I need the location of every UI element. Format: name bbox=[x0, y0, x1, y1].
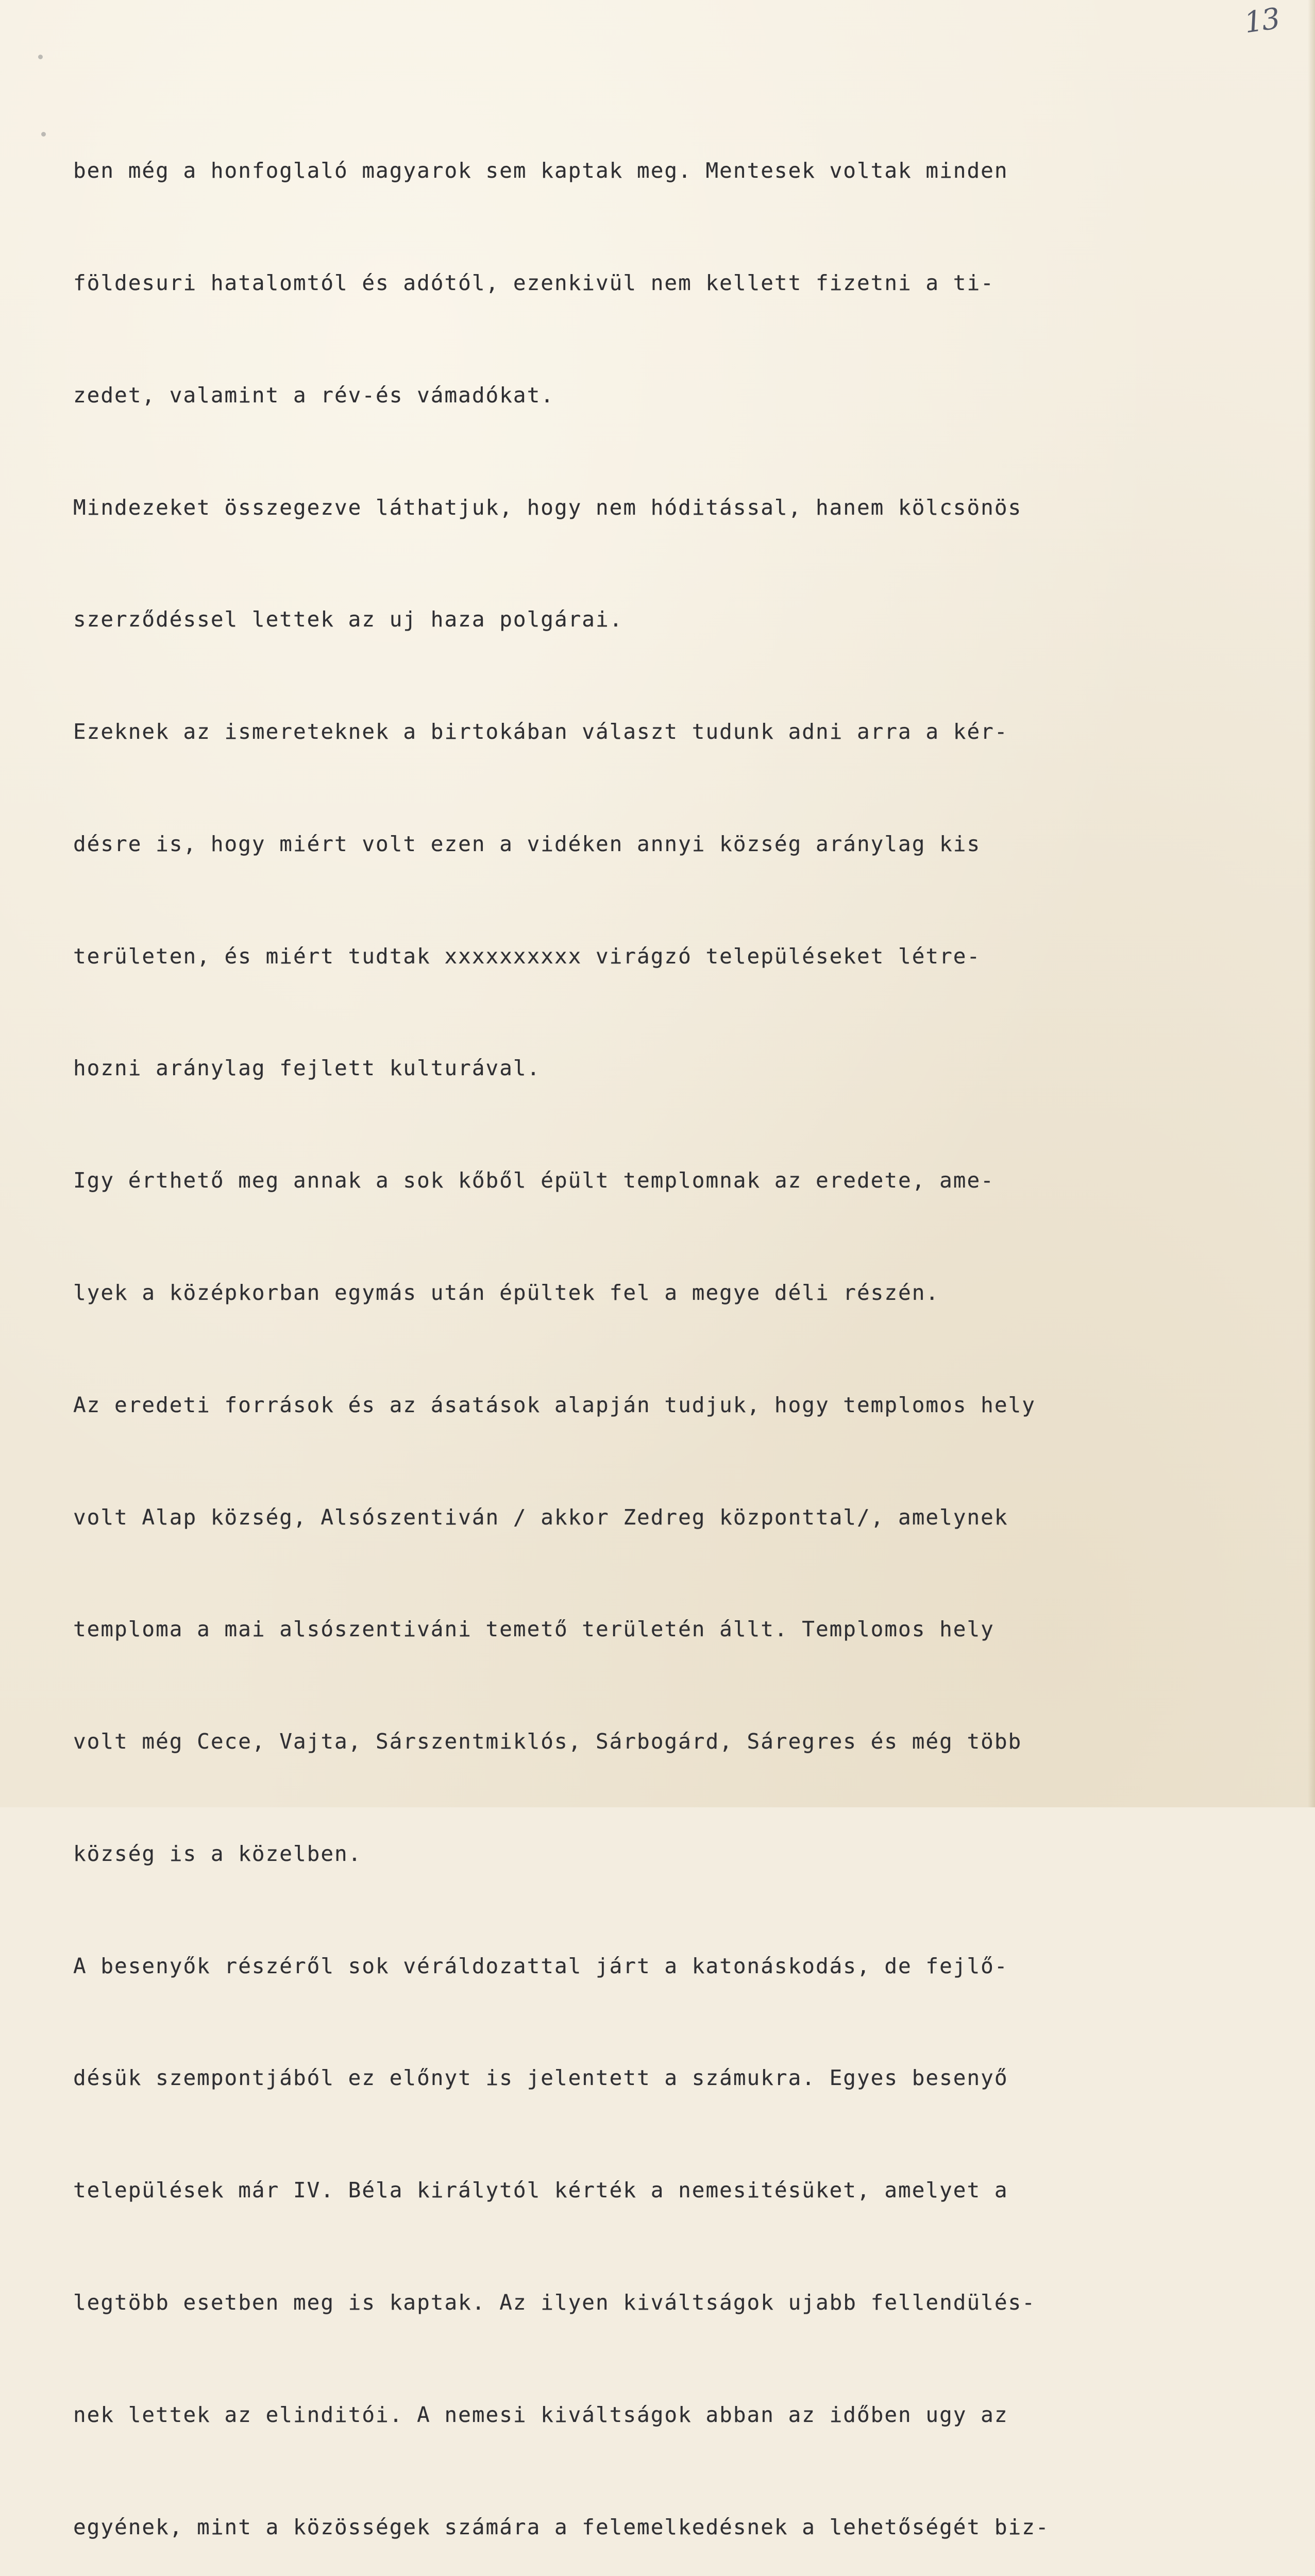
text-line: temploma a mai alsószentiváni temető területén állt. Templomos hely bbox=[73, 1617, 994, 1642]
text-line: hozni aránylag fejlett kulturával. bbox=[73, 1056, 541, 1081]
text-line: lyek a középkorban egymás után épültek fel a megye déli részén. bbox=[73, 1280, 940, 1305]
margin-mark bbox=[41, 132, 46, 137]
text-line: A besenyők részéről sok véráldozattal járt a katonáskodás, de fejlő- bbox=[73, 1953, 1008, 1978]
text-line: désre is, hogy miért volt ezen a vidéken annyi község aránylag kis bbox=[73, 831, 981, 856]
text-line: területen, és miért tudtak xxxxxxxxxx virágzó településeket létre- bbox=[73, 943, 981, 969]
handwritten-page-number: 13 bbox=[1242, 2, 1282, 40]
text-line: Mindezeket összegezve láthatjuk, hogy nem hóditással, hanem kölcsönös bbox=[73, 495, 1022, 520]
text-line: désük szempontjából ez előnyt is jelentett a számukra. Egyes besenyő bbox=[73, 2065, 1008, 2091]
text-line: szerződéssel lettek az uj haza polgárai. bbox=[73, 607, 623, 632]
text-line: Az eredeti források és az ásatások alapján tudjuk, hogy templomos hely bbox=[73, 1392, 1036, 1417]
text-line: Ezeknek az ismereteknek a birtokában választ tudunk adni arra a kér- bbox=[73, 719, 1008, 744]
margin-mark bbox=[38, 55, 43, 59]
text-line: egyének, mint a közösségek számára a felemelkedésnek a lehetőségét biz- bbox=[73, 2514, 1050, 2539]
text-line: ben még a honfoglaló magyarok sem kaptak meg. Mentesek voltak minden bbox=[73, 158, 1008, 183]
text-line: legtöbb esetben meg is kaptak. Az ilyen kiváltságok ujabb fellendülés- bbox=[73, 2290, 1036, 2315]
text-line: települések már IV. Béla királytól kérték a nemesitésüket, amelyet a bbox=[73, 2178, 1008, 2203]
paper-edge-shadow bbox=[1308, 0, 1315, 1807]
text-line: földesuri hatalomtól és adótól, ezenkivül nem kellett fizetni a ti- bbox=[73, 270, 994, 295]
text-line: nek lettek az elinditói. A nemesi kiváltságok abban az időben ugy az bbox=[73, 2402, 1008, 2427]
text-line: volt még Cece, Vajta, Sárszentmiklós, Sárbogárd, Sáregres és még több bbox=[73, 1729, 1022, 1754]
text-line: község is a közelben. bbox=[73, 1841, 362, 1866]
text-line: volt Alap község, Alsószentiván / akkor Zedreg központtal/, amelynek bbox=[73, 1504, 1008, 1530]
typewritten-body bbox=[73, 77, 1258, 2576]
text-line: Igy érthető meg annak a sok kőből épült templomnak az eredete, ame- bbox=[73, 1168, 994, 1193]
text-line: zedet, valamint a rév-és vámadókat. bbox=[73, 382, 554, 408]
